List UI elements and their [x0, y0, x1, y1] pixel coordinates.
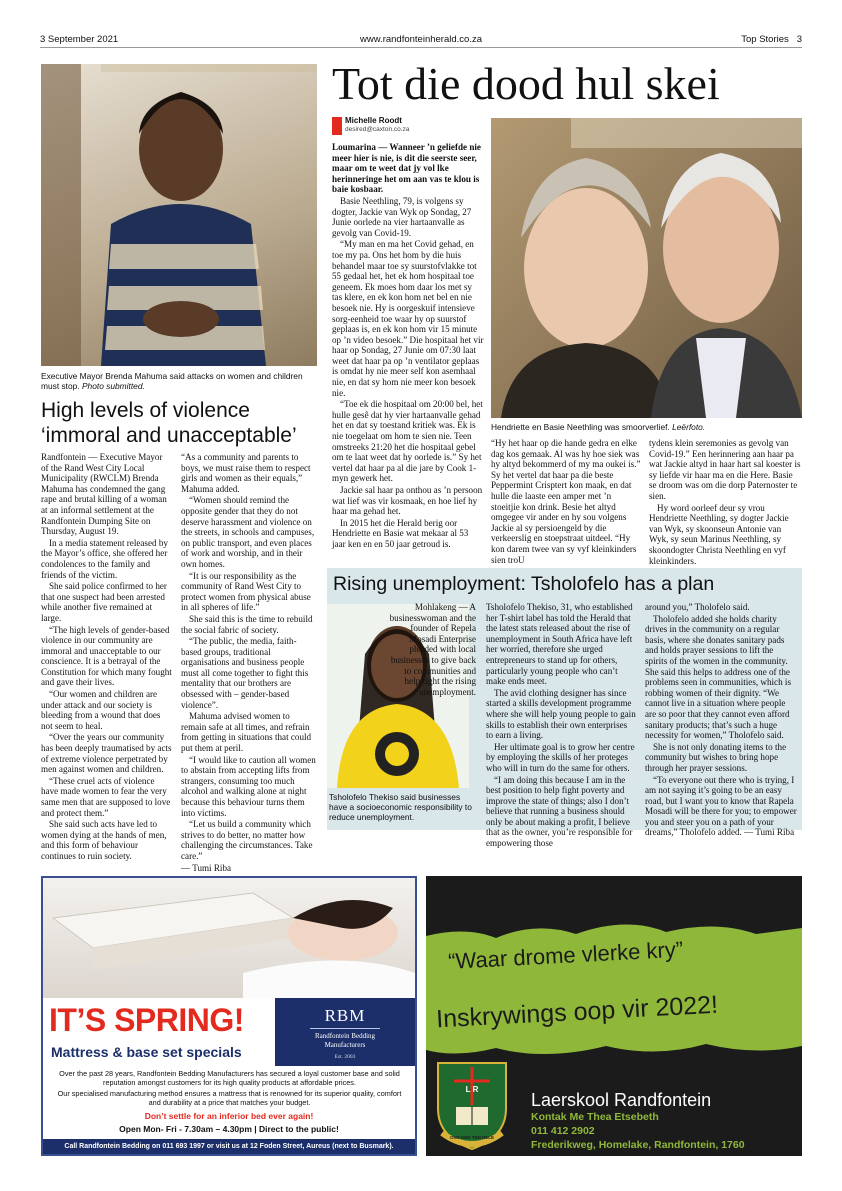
- spring-headline: IT’S SPRING!: [49, 1002, 244, 1038]
- story3-column-2: Tsholofelo Thekiso, 31, who established her T-shirt label has told the Herald that the latest stats released about the rise of unemployment in South Africa have left her worried, therefore she urged entrepreneurs to stand up for others, particularly young people who can’t make ends meet. The avid clothing designer has since started a skills development programme where she will help young people to gain skills to establish their own enterprises to earn a living. Her ultimate goal is to grow her centre by employing the skills of her proteges who will in turn do the same for others. “I am doing this because I am in the best position to help fight poverty and improve the state of things; also I don’t believe that running a business should only be about making a profit, I believe that as the owner, you’re responsible for empowering those: [486, 602, 636, 849]
- photo-credit: Leërfoto.: [672, 422, 706, 432]
- school-quote: “Waar drome vlerke kry”: [447, 936, 684, 974]
- neethling-photo: [491, 118, 802, 418]
- mattress-image: [43, 878, 415, 998]
- page-number: 3: [796, 34, 802, 45]
- crest-letters: L R: [465, 1085, 479, 1094]
- story3-column-3: around you,” Tholofelo said. Tholofelo added she holds charity drives in the community on a regular basis, where she donates sanitary pads and holds prayer sessions to lift the spirits of the women in the community. She said this helps to address one of the problems seen in communities, which is robbing women of their dignity. “We cannot live in a situation where people are so poor that they cannot even afford sanitary products; that’s such a huge necessity for women,” Tholofelo said. She is not only donating items to the community but wishes to bring hope through her prayer sessions. “To everyone out there who is trying, I am not saying it’s going to be an easy road, but I want you to know that Rapela Mosadi will be there for you; to empower you and steer you on a path of your dreams,” Tholofelo added. — Tumi Riba: [645, 602, 797, 838]
- rbm-subtitle: Randfontein Bedding Manufacturers: [314, 1032, 376, 1049]
- story2-intro: Loumarina — Wanneer ’n geliefde nie meer hier is nie, is dit die seerste seer, maar om te weet dat jy vol lke herinneringe het om aan vas te klou is baie kosbaar.: [332, 142, 481, 195]
- story1-column-2: “As a community and parents to boys, we must raise them to respect girls and women as their equals,” Mahuma added. “Women should remind the opposite gender that they do not deserve harassment and violence on the streets, in schools and campuses, on public transport, and even places of work and worship, and in their own homes. “It is our responsibility as the community of Rand West City to protect women from physical abuse in all spheres of life.” She said this is the time to rebuild the social fabric of society. “The public, the media, faith-based groups, traditional organisations and business people must all come together to fight this mentality that our brothers are obsessed with – gender-based violence”. Mahuma advised women to remain safe at all times, and refrain from getting in situations that could put them at peril. “I would like to caution all women to abstain from accepting lifts from strangers, consuming too much alcohol and walking alone at night because this behaviour turns them into victims. “Let us build a community which strives to do better, no matter how challenging the circumstances. Take care.” — Tumi Riba: [181, 452, 316, 873]
- spring-body-1: Over the past 28 years, Randfontein Bedding Manufacturers has secured a loyal customer base and solid reputation amongst customers for its high quality products at affordable prices.: [59, 1069, 400, 1087]
- site-url[interactable]: www.randfonteinherald.co.za: [360, 34, 482, 45]
- issue-date: 3 September 2021: [40, 34, 119, 45]
- byline-marker: [332, 117, 342, 135]
- school-address: Frederikweg, Homelake, Randfontein, 1760: [531, 1139, 745, 1151]
- story2-headline: Tot die dood hul skei: [332, 58, 720, 109]
- rbm-brand: RBM: [324, 1006, 366, 1025]
- school-contact-person: Kontak Me Thea Etsebeth: [531, 1111, 659, 1123]
- mayor-caption: Executive Mayor Brenda Mahuma said attacks on women and children must stop. Photo submitted.: [41, 371, 303, 391]
- couple-illustration: [491, 118, 802, 418]
- story3-box: [327, 568, 802, 849]
- byline-email[interactable]: desired@caxton.co.za: [345, 126, 410, 133]
- spring-contact-bar[interactable]: Call Randfontein Bedding on 011 693 1997 or visit us at 12 Foden Street, Aureus (next to Busmark).: [43, 1139, 415, 1154]
- story1-author: — Tumi Riba: [181, 862, 232, 873]
- mayor-illustration: [41, 64, 317, 366]
- school-crest: [434, 1059, 510, 1151]
- spring-mattress-ad[interactable]: [41, 876, 417, 1156]
- page-header: [40, 34, 802, 48]
- spring-cta: Don’t settle for an inferior bed ever again!: [144, 1111, 314, 1121]
- rbm-rule: [310, 1028, 380, 1029]
- story1-column-1: Randfontein — Executive Mayor of the Rand West City Local Municipality (RWCLM) Brenda Mahuma has condemned the gang rape and brutal killing of a woman at an informal settlement at the Randfontein Dumping Site on Thursday, August 19. In a media statement released by the Mayor’s office, she offered her condolences to the family and friends of the victim. She said police confirmed to her that one suspect had been arrested while another five remained at large. “The high levels of gender-based violence in our community are immoral and unacceptable to our conscience. It is a betrayal of the Constitution for which many fought and gave their lives. “Our women and children are under attack and our society is bleeding from a wound that does not seem to heal. “Over the years our community has been deeply traumatised by acts of extreme violence perpetrated by men against women and children. “These cruel acts of violence have made women to fear the very same men that are supposed to love and protect them.” She said such acts have led to women dying at the hands of men, and this form of behaviour continues to ruin society.: [41, 452, 172, 861]
- story2-column-3: tydens klein seremonies as gevolg van Covid-19.” Een herinnering aan haar pa wat Jackie altyd in haar hart sal koester is sy liefde vir haar ma en die Here. Basie se droom was om die dorp Paternoster te sien. Hy word oorleef deur sy vrou Hendriette Neethling, sy dogter Jackie van Wyk, sy skoonseun Antonie van Wyk, sy seun Marinus Neethling, sy skoondogter Christa Neethling en vyf kleinkinders.: [649, 438, 801, 566]
- crest-motto: ONS KEN TEN DELE: [449, 1135, 494, 1140]
- byline-name: Michelle Roodt: [345, 116, 402, 125]
- story1-headline: High levels of violence ‘immoral and unacceptable’: [41, 399, 297, 447]
- spring-body-2: Our specialised manufacturing method ensures a mattress that is renowned for its superior quality, comfort and durability at a price that matches your budget.: [57, 1089, 402, 1107]
- tsholofelo-caption: Tsholofelo Thekiso said businesses have a socioeconomic responsibility to reduce unemployment.: [329, 792, 472, 822]
- photo-credit: Photo submitted.: [81, 381, 145, 391]
- story3-headline: Rising unemployment: Tsholofelo has a plan: [333, 573, 715, 595]
- neethling-caption: Hendriette en Basie Neethling was smoorverlief. Leërfoto.: [491, 422, 706, 432]
- school-ad[interactable]: [426, 876, 802, 1156]
- story3-column-1: Mohlakeng — A businesswoman and the founder of Repela Mosadi Enterprise pleaded with local businesses to give back to communities and help fight the rising unemployment.: [389, 602, 476, 697]
- rbm-established: Est. 2003: [334, 1054, 356, 1060]
- section-label: Top Stories 3: [741, 34, 802, 45]
- story2-column-2: “Hy het haar op die hande gedra en elke dag kos gemaak. Al was hy hoe siek was hy altyd bekommerd of my ma oukei is.” Sy het vertel dat haar pa die beste Peppermint Crisptert kon maak, en dat hulle die laaste een amper met ’n stoeitjie kon drink. Besie het altyd omgegee vir ander en hy sou volgens Jackie al sy persioengeld by die verkeerslig en stoepstraat uitdeel. “Hy kon darem twee van sy vyf kleinkinders sien troU: [491, 438, 641, 565]
- spring-hours: Open Mon- Fri - 7.30am – 4.30pm | Direct to the public!: [119, 1124, 339, 1134]
- school-phone[interactable]: 011 412 2902: [531, 1125, 595, 1137]
- school-enrolment-headline: Inskrywings oop vir 2022!: [435, 990, 719, 1034]
- mattress-illustration: [43, 878, 415, 998]
- school-name: Laerskool Randfontein: [531, 1090, 712, 1110]
- rbm-logo-panel: [275, 998, 415, 1066]
- byline-block: [332, 115, 482, 137]
- mayor-photo: [41, 64, 317, 366]
- story2-column-1: Loumarina — Wanneer ’n geliefde nie meer hier is nie, is dit die seerste seer, maar om te weet dat jy vol lke herinneringe het om aan vas te klou is baie kosbaar. Basie Neethling, 79, is volgens sy dogter, Jackie van Wyk op Sondag, 27 Junie oorlede na vier hartaanvalle as gevolg van Covid-19. “My man en ma het Covid gehad, en toe my pa. Ons het hom by die huis behandel maar toe sy suurstofvlakke tot 55 gedaal het, het ek hom hospitaal toe geneem. Ek moes hom daar los met sy tas klere, en ek kon hom net bel en nie besoek nie. Hy is oorgeskuif intensieve sorg-eenheid toe waar hy op suurstof geplaas is, en ek kon hom vir 15 minute op ’n video besoek.” Die hospitaal het vir haar op Sondag, 27 Junie om 07:30 laat weet dat haar pa op ’n ventilator geplaas is omdat hy nie meer self kon asemhaal nie, en dat sy hom nie meer kon besoek nie. “Toe ek die hospitaal om 20:00 bel, het hulle gesê dat hy vier hartaanvalle gehad het en dat sy toestand kritiek was. Ek is nie toegelaat om hom te sien nie. Teen omstreeks 21:20 het die hospitaal gebel om te laat weet dat hy oorlede is.” Sy het vertel dat haar pa al die jare by Cook 1-myn gewerk het. Jackie sal haar pa onthou as ’n persoon wat lief was vir kosmaak, en hoe lief hy haar ma gehad het. In 2015 het die Herald berig oor Hendriette en Basie wat mekaar al 53 jaar ken en en 50 jaar getroud is.: [332, 142, 484, 549]
- spring-subhead: Mattress & base set specials: [51, 1044, 242, 1060]
